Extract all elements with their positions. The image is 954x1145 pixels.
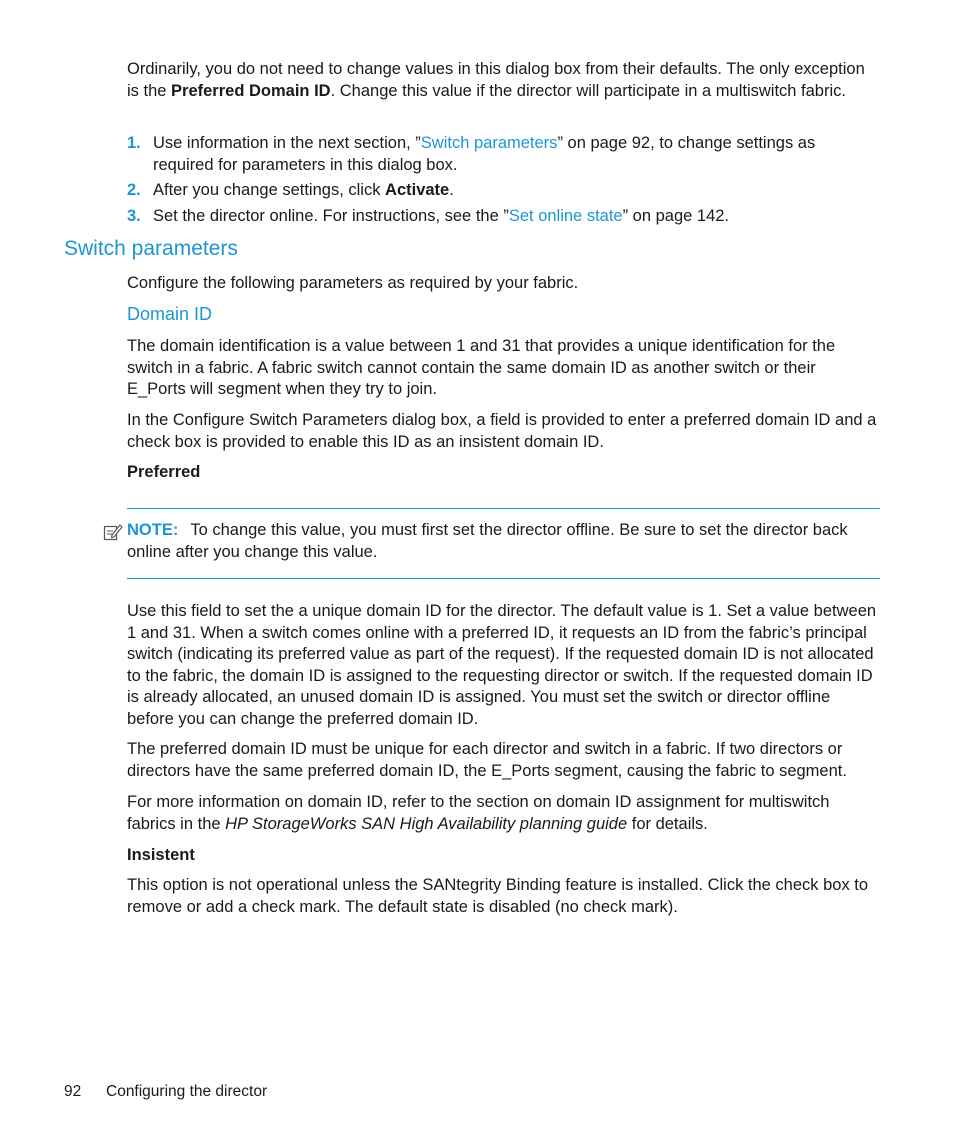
note-pencil-icon [103, 522, 123, 542]
domain-id-paragraph-2: In the Configure Switch Parameters dialog box, a field is provided to enter a preferred domain ID and a check box is provided to enable this ID as an insistent domain ID. [127, 411, 877, 451]
step-text-part: After you change settings, click [153, 181, 386, 199]
intro-paragraph [127, 59, 879, 102]
paragraph-text: for details. [627, 814, 708, 833]
step-text [153, 133, 879, 176]
intro-text-1: Ordinarily, you do not need to change values in this dialog box from their defaults. The only exception is the [127, 60, 865, 100]
intro-text-2: . Change this value if the director will participate in a multiswitch fabric. [330, 81, 846, 100]
step-text [153, 206, 879, 228]
insistent-heading: Insistent [127, 846, 195, 864]
step-text-part: ” on page 92, to change settings as required for parameters in this dialog box. [153, 134, 816, 174]
step-text [153, 180, 879, 202]
step-3 [127, 206, 879, 228]
note-top-rule [127, 508, 880, 509]
preferred-paragraph-1: Use this field to set the a unique domain ID for the director. The default value is 1. Set a value between 1 and 31. When a switch comes online with a preferred ID, it requests an ID from the fabric’s principal switch (indicating its preferred value as part of the request). If the requested domain ID is not allocated to the fabric, the domain ID is assigned to the requesting director or switch. If the requested domain ID is already allocated, an unused domain ID is assigned. You must set the switch or director offline before you can change the preferred domain ID. [127, 602, 877, 728]
set-online-state-link[interactable]: Set online state [508, 207, 623, 225]
preferred-paragraph-3 [127, 792, 879, 835]
page-footer [64, 1083, 267, 1101]
step-number: 2. [127, 181, 141, 199]
step-text-part: ” on page 142. [622, 207, 730, 225]
note-bottom-rule [127, 578, 880, 579]
chapter-title: Configuring the director [106, 1083, 268, 1100]
page-number: 92 [64, 1083, 82, 1100]
step-2 [127, 180, 879, 202]
step-number: 1. [127, 134, 141, 152]
switch-parameters-link[interactable]: Switch parameters [420, 134, 558, 152]
note-paragraph [127, 520, 879, 563]
step-text-part: Use information in the next section, ” [153, 134, 421, 152]
activate-term: Activate [385, 181, 450, 199]
guide-title: HP StorageWorks SAN High Availability planning guide [225, 814, 628, 833]
note-label: NOTE: [127, 521, 179, 539]
preferred-heading: Preferred [127, 463, 201, 481]
note-text: To change this value, you must first set the director offline. Be sure to set the director back online after you change this value. [127, 521, 848, 561]
step-number: 3. [127, 207, 141, 225]
preferred-paragraph-2: The preferred domain ID must be unique for each director and switch in a fabric. If two directors or directors have the same preferred domain ID, the E_Ports segment, causing the fabric to segment. [127, 740, 847, 780]
intro-bold-term: Preferred Domain ID [171, 81, 331, 100]
subsection-heading-domain-id: Domain ID [127, 304, 213, 324]
paragraph-text: For more information on domain ID, refer to the section on domain ID assignment for multiswitch fabrics in the [127, 793, 830, 833]
insistent-paragraph: This option is not operational unless the SANtegrity Binding feature is installed. Click the check box to remove or add a check mark. The default state is disabled (no check mark). [127, 876, 869, 916]
section-intro: Configure the following parameters as required by your fabric. [127, 274, 579, 292]
section-heading: Switch parameters [64, 237, 238, 260]
domain-id-paragraph-1: The domain identification is a value between 1 and 31 that provides a unique identification for the switch in a fabric. A fabric switch cannot contain the same domain ID as another switch or their E_Ports will segment when they try to join. [127, 337, 836, 398]
step-text-part: Set the director online. For instructions, see the ” [153, 207, 509, 225]
step-1 [127, 133, 879, 176]
step-text-part: . [449, 181, 454, 199]
